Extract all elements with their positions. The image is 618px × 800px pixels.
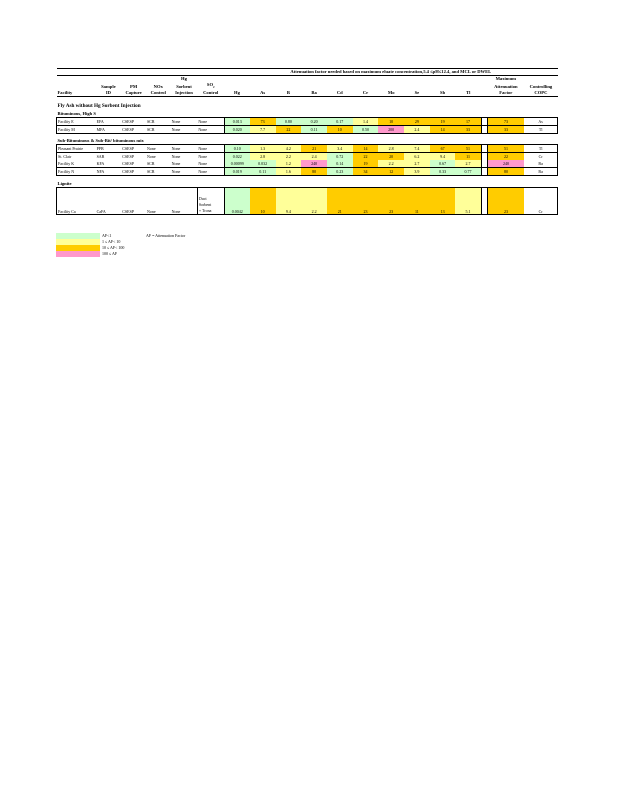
nox-cell: SCR <box>146 125 171 133</box>
value-cell-cd: 0.17 <box>327 117 353 125</box>
value-cell-sb: 0.67 <box>430 160 456 168</box>
value-cell-tl: 2.7 <box>455 160 481 168</box>
value-cell-b: 2.2 <box>276 152 302 160</box>
nox-cell: None <box>146 153 156 159</box>
value-cell-se: 29 <box>404 117 430 125</box>
element-header-cd: Cd <box>327 90 353 97</box>
sorbent-cell: None <box>171 167 198 175</box>
copc-cell: As <box>524 117 557 125</box>
nox-cell: SCR <box>146 117 171 125</box>
legend-note: AF = Attenuation Factor <box>146 233 186 238</box>
value-cell-ba: 80 <box>301 167 327 175</box>
value-cell-cd: 0.14 <box>327 160 353 168</box>
value-cell-cr: 14 <box>353 144 379 152</box>
pm-cell: CSESP <box>122 160 135 166</box>
so2-line-1: Duct <box>198 195 207 201</box>
max-af-cell: 240 <box>487 160 524 168</box>
so2-cell: None <box>197 144 224 152</box>
so2-cell: None <box>197 117 224 125</box>
value-cell-se: 6.2 <box>404 152 430 160</box>
sample-id-cell: KFA <box>96 160 105 166</box>
copc-cell: Cr <box>524 187 557 214</box>
max-af-cell: 22 <box>487 152 524 160</box>
report-page <box>56 68 558 215</box>
copc-cell: Tl <box>524 125 557 133</box>
sample-id-cell: CaFA <box>96 187 122 214</box>
nox-control-header-1: NOx <box>153 83 163 89</box>
element-header-b: B <box>276 90 302 97</box>
element-header-cr: Cr <box>353 90 379 97</box>
value-cell-cr: 23 <box>353 187 379 214</box>
value-cell-cr: 34 <box>353 167 379 175</box>
value-cell-cr: 22 <box>353 152 379 160</box>
element-header-as: As <box>250 90 276 97</box>
element-header-se: Se <box>404 90 430 97</box>
hg-sorbent-header-2: Sorbent <box>176 83 192 89</box>
section-title: Fly Ash without Hg Sorbent Injection <box>57 102 141 109</box>
table-row <box>57 152 558 160</box>
value-cell-as: 0.032 <box>250 160 276 168</box>
facility-cell: Facility M <box>57 125 96 133</box>
value-cell-sb: 19 <box>430 117 456 125</box>
value-cell-tl: 17 <box>455 117 481 125</box>
sample-id-cell: NFA <box>96 167 122 175</box>
value-cell-cd: 10 <box>327 125 353 133</box>
value-cell-as: 73 <box>250 117 276 125</box>
value-cell-cd: 0.72 <box>327 152 353 160</box>
legend-label: 1 ≤ AF< 10 <box>102 239 121 244</box>
value-cell-as: 10 <box>250 187 276 214</box>
element-header-ba: Ba <box>301 90 327 97</box>
group-title-subbituminous: Sub-Bituminous & Sub-Bit/ bituminous mix <box>57 137 144 143</box>
legend-label: 100 ≤ AF <box>102 251 118 256</box>
nox-cell: None <box>146 187 171 214</box>
value-cell-hg: 0.10 <box>224 144 250 152</box>
value-cell-cr: 0.50 <box>353 125 379 133</box>
nox-cell: None <box>146 144 171 152</box>
value-cell-hg: 0.019 <box>224 167 250 175</box>
pm-cell: CSESP <box>121 187 146 214</box>
value-cell-mo: 2.8 <box>378 144 404 152</box>
sample-id-header-1: Sample <box>101 83 116 89</box>
max-af-cell: 51 <box>487 144 524 152</box>
so2-control-header-1: $SO_2$ <box>206 82 215 89</box>
sample-id-cell: PPB <box>96 144 122 152</box>
value-cell-cr: 1.4 <box>353 117 379 125</box>
value-cell-mo: 23 <box>378 187 404 214</box>
so2-cell <box>197 187 224 214</box>
sample-id-header-2: ID <box>96 90 122 97</box>
value-cell-sb: 9.4 <box>430 152 456 160</box>
max-af-cell: 73 <box>487 117 524 125</box>
sorbent-cell: None <box>171 125 198 133</box>
copc-cell: Cr <box>524 152 557 160</box>
sorbent-cell: None <box>171 187 198 214</box>
value-cell-cr: 19 <box>353 160 379 168</box>
value-cell-ba: 21 <box>301 144 327 152</box>
value-cell-hg: 0.00099 <box>224 160 250 168</box>
value-cell-sb: 14 <box>430 125 456 133</box>
value-cell-b: 0.80 <box>276 117 302 125</box>
facility-cell: Facility E <box>57 117 96 125</box>
so2-cell: None <box>197 125 224 133</box>
pm-cell: CSESP <box>121 144 146 152</box>
facility-header: Facility <box>57 90 96 97</box>
table-title: Attenuation factor needed based on maximum eluate concentration,5.4 ≤pH≤12.4, and MCL or DWEL <box>224 69 557 76</box>
so2-line-2: Sorbent <box>198 201 212 207</box>
value-cell-se: 3.9 <box>404 167 430 175</box>
table-row <box>57 167 558 175</box>
pm-cell: CSESP <box>121 117 146 125</box>
sorbent-cell: None <box>171 117 198 125</box>
value-cell-se: 2.4 <box>404 125 430 133</box>
pm-capture-header-1: PM <box>130 83 138 89</box>
facility-cell: Pleasant Prairie <box>57 144 96 152</box>
copc-cell: Ba <box>524 167 557 175</box>
element-header-hg: Hg <box>224 90 250 97</box>
nox-cell: SCR <box>146 160 155 166</box>
value-cell-se: 11 <box>404 187 430 214</box>
max-af-cell: 23 <box>487 187 524 214</box>
value-cell-hg: 0.022 <box>224 152 250 160</box>
max-af-cell: 33 <box>487 125 524 133</box>
value-cell-hg: 0.013 <box>224 117 250 125</box>
legend-label: AF<1 <box>102 233 112 238</box>
value-cell-mo: 10 <box>378 117 404 125</box>
value-cell-mo: 2.2 <box>378 160 404 168</box>
value-cell-cd: 21 <box>327 187 353 214</box>
sample-id-cell: MFA <box>96 125 122 133</box>
max-af-cell: 80 <box>487 167 524 175</box>
element-header-mo: Mo <box>378 90 404 97</box>
facility-cell: Facility K <box>57 160 96 168</box>
pm-cell: CSESP <box>122 153 135 159</box>
value-cell-mo: 200 <box>378 125 404 133</box>
table-row <box>57 125 558 133</box>
value-cell-as: 0.11 <box>250 167 276 175</box>
value-cell-ba: 0.20 <box>301 117 327 125</box>
attenuation-table <box>56 68 558 215</box>
value-cell-se: 7.4 <box>404 144 430 152</box>
nox-control-header-2: Control <box>146 90 171 97</box>
so2-cell: None <box>198 160 208 166</box>
value-cell-b: 1.6 <box>276 167 302 175</box>
value-cell-tl: 51 <box>455 144 481 152</box>
value-cell-mo: 20 <box>378 152 404 160</box>
value-cell-hg: 0.020 <box>224 125 250 133</box>
value-cell-cd: 0.23 <box>327 167 353 175</box>
controlling-header-1: Controlling <box>529 83 553 89</box>
controlling-header-2: COPC <box>524 90 557 97</box>
value-cell-ba: 2.2 <box>301 187 327 214</box>
value-cell-b: 4.2 <box>276 144 302 152</box>
value-cell-ba: 240 <box>301 160 327 168</box>
value-cell-tl: 0.77 <box>455 167 481 175</box>
nox-cell: SCR <box>146 167 171 175</box>
pm-capture-header-2: Capture <box>121 90 146 97</box>
so2-line-3: + Trona <box>198 207 212 213</box>
element-header-tl: Tl <box>455 90 481 97</box>
value-cell-b: 22 <box>276 125 302 133</box>
pm-cell: CSESP <box>121 167 146 175</box>
value-cell-se: 2.7 <box>404 160 430 168</box>
value-cell-tl: 33 <box>455 125 481 133</box>
value-cell-cd: 3.4 <box>327 144 353 152</box>
value-cell-ba: 2.4 <box>301 152 327 160</box>
sample-id-cell: SAB <box>96 153 105 159</box>
facility-cell: Facility Ca <box>57 187 96 214</box>
sorbent-cell: None <box>171 144 198 152</box>
element-header-sb: Sb <box>430 90 456 97</box>
copc-cell: Tl <box>524 144 557 152</box>
value-cell-as: 2.8 <box>250 152 276 160</box>
value-cell-as: 1.3 <box>250 144 276 152</box>
max-af-header-1: Maximum <box>487 76 524 83</box>
legend-label: 10 ≤ AF< 100 <box>102 245 125 250</box>
value-cell-sb: 67 <box>430 144 456 152</box>
sorbent-cell: None <box>171 153 181 159</box>
sorbent-cell: None <box>171 160 181 166</box>
so2-control-header-2: Control <box>197 90 224 97</box>
value-cell-mo: 12 <box>378 167 404 175</box>
value-cell-ba: 0.11 <box>301 125 327 133</box>
value-cell-b: 1.2 <box>276 160 302 168</box>
copc-cell: Ba <box>524 160 557 168</box>
facility-cell: St. Clair <box>57 152 96 160</box>
value-cell-sb: 13 <box>430 187 456 214</box>
max-af-header-2: Attenuation <box>494 83 518 89</box>
pm-cell: CSESP <box>121 125 146 133</box>
group-title-lignite: Lignite <box>57 180 72 186</box>
hg-sorbent-header-1: Hg <box>171 76 198 83</box>
legend-swatch-pink <box>56 251 100 257</box>
sample-id-cell: EFA <box>96 117 122 125</box>
table-row <box>57 187 558 214</box>
table-row <box>57 117 558 125</box>
value-cell-b: 9.4 <box>276 187 302 214</box>
table-row <box>57 144 558 152</box>
hg-sorbent-header-3: Injection <box>171 90 198 97</box>
value-cell-tl: 5.1 <box>455 187 481 214</box>
so2-cell: None <box>197 167 224 175</box>
value-cell-tl: 11 <box>455 152 481 160</box>
table-row <box>57 160 558 168</box>
value-cell-as: 7.7 <box>250 125 276 133</box>
so2-cell: None <box>198 153 208 159</box>
facility-cell: Facility N <box>57 167 96 175</box>
max-af-header-3: Factor <box>487 90 524 97</box>
value-cell-hg: 0.0042 <box>224 187 250 214</box>
group-title-bituminous: Bituminous, High S <box>57 110 96 116</box>
value-cell-sb: 0.33 <box>430 167 456 175</box>
